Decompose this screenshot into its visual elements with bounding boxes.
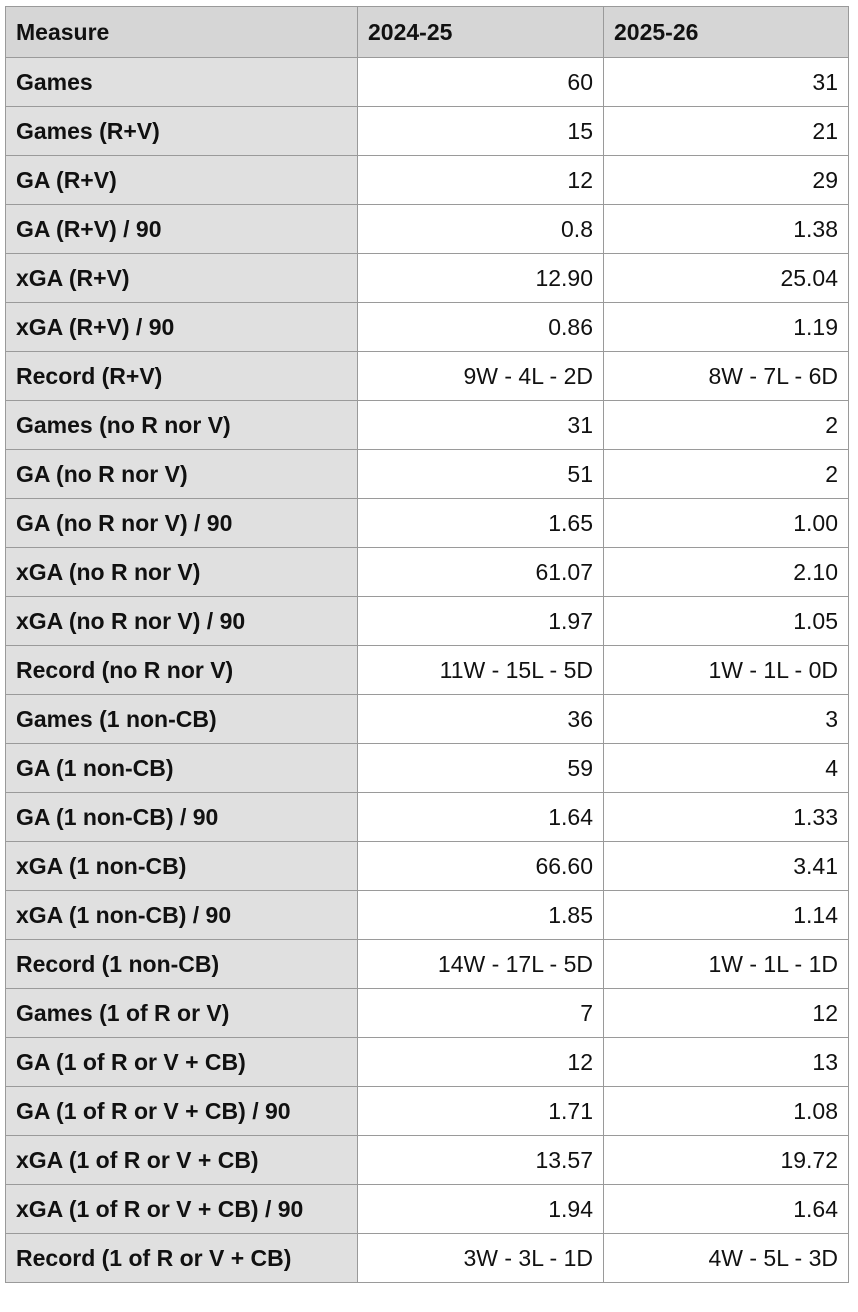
table-row — [6, 891, 849, 940]
row-value-2024-25: 12.90 — [358, 254, 604, 303]
row-value-2025-26: 1.33 — [604, 793, 849, 842]
row-value-2025-26: 3.41 — [604, 842, 849, 891]
row-value-2025-26: 1W - 1L - 0D — [604, 646, 849, 695]
row-measure-label: xGA (1 non-CB) — [6, 842, 358, 891]
stats-table-container — [5, 6, 848, 1283]
header-row — [6, 7, 849, 58]
row-value-2025-26: 1.00 — [604, 499, 849, 548]
row-measure-label: Games (R+V) — [6, 107, 358, 156]
row-measure-label: Games (1 non-CB) — [6, 695, 358, 744]
table-header — [6, 7, 849, 58]
row-value-2025-26: 21 — [604, 107, 849, 156]
row-value-2025-26: 12 — [604, 989, 849, 1038]
table-row — [6, 548, 849, 597]
row-measure-label: GA (1 of R or V + CB) / 90 — [6, 1087, 358, 1136]
row-value-2024-25: 12 — [358, 1038, 604, 1087]
row-measure-label: xGA (1 of R or V + CB) — [6, 1136, 358, 1185]
row-value-2024-25: 1.64 — [358, 793, 604, 842]
row-measure-label: xGA (R+V) — [6, 254, 358, 303]
row-measure-label: Games (1 of R or V) — [6, 989, 358, 1038]
table-row — [6, 352, 849, 401]
table-row — [6, 450, 849, 499]
row-measure-label: Games (no R nor V) — [6, 401, 358, 450]
table-row — [6, 744, 849, 793]
row-value-2025-26: 29 — [604, 156, 849, 205]
table-row — [6, 597, 849, 646]
row-value-2025-26: 19.72 — [604, 1136, 849, 1185]
row-value-2024-25: 12 — [358, 156, 604, 205]
table-row — [6, 1136, 849, 1185]
row-measure-label: GA (no R nor V) — [6, 450, 358, 499]
table-body — [6, 58, 849, 1283]
row-measure-label: xGA (no R nor V) — [6, 548, 358, 597]
row-measure-label: GA (R+V) / 90 — [6, 205, 358, 254]
table-row — [6, 646, 849, 695]
table-row — [6, 989, 849, 1038]
row-measure-label: GA (1 of R or V + CB) — [6, 1038, 358, 1087]
header-season-2024-25: 2024-25 — [358, 7, 604, 58]
table-row — [6, 1185, 849, 1234]
row-value-2025-26: 2 — [604, 401, 849, 450]
row-measure-label: Record (1 of R or V + CB) — [6, 1234, 358, 1283]
row-value-2025-26: 1.08 — [604, 1087, 849, 1136]
row-value-2025-26: 1.05 — [604, 597, 849, 646]
row-measure-label: GA (no R nor V) / 90 — [6, 499, 358, 548]
table-row — [6, 303, 849, 352]
table-row — [6, 940, 849, 989]
row-value-2024-25: 51 — [358, 450, 604, 499]
row-value-2024-25: 1.97 — [358, 597, 604, 646]
row-measure-label: GA (R+V) — [6, 156, 358, 205]
row-value-2024-25: 7 — [358, 989, 604, 1038]
row-value-2024-25: 61.07 — [358, 548, 604, 597]
row-value-2025-26: 1.64 — [604, 1185, 849, 1234]
row-value-2024-25: 1.94 — [358, 1185, 604, 1234]
row-value-2024-25: 1.65 — [358, 499, 604, 548]
table-row — [6, 205, 849, 254]
row-value-2025-26: 1.14 — [604, 891, 849, 940]
row-value-2025-26: 4 — [604, 744, 849, 793]
row-measure-label: xGA (1 of R or V + CB) / 90 — [6, 1185, 358, 1234]
row-measure-label: Record (no R nor V) — [6, 646, 358, 695]
row-value-2025-26: 1W - 1L - 1D — [604, 940, 849, 989]
row-value-2024-25: 1.85 — [358, 891, 604, 940]
row-value-2024-25: 0.8 — [358, 205, 604, 254]
header-measure: Measure — [6, 7, 358, 58]
row-value-2024-25: 1.71 — [358, 1087, 604, 1136]
header-season-2025-26: 2025-26 — [604, 7, 849, 58]
row-measure-label: Games — [6, 58, 358, 107]
row-value-2024-25: 0.86 — [358, 303, 604, 352]
row-value-2024-25: 3W - 3L - 1D — [358, 1234, 604, 1283]
row-value-2025-26: 31 — [604, 58, 849, 107]
row-measure-label: GA (1 non-CB) — [6, 744, 358, 793]
row-value-2025-26: 2.10 — [604, 548, 849, 597]
table-row — [6, 58, 849, 107]
row-measure-label: xGA (R+V) / 90 — [6, 303, 358, 352]
row-value-2024-25: 31 — [358, 401, 604, 450]
row-value-2024-25: 13.57 — [358, 1136, 604, 1185]
row-value-2024-25: 60 — [358, 58, 604, 107]
row-value-2025-26: 1.19 — [604, 303, 849, 352]
table-row — [6, 793, 849, 842]
row-value-2024-25: 15 — [358, 107, 604, 156]
row-value-2025-26: 2 — [604, 450, 849, 499]
row-value-2024-25: 36 — [358, 695, 604, 744]
table-row — [6, 254, 849, 303]
row-value-2024-25: 11W - 15L - 5D — [358, 646, 604, 695]
row-measure-label: Record (1 non-CB) — [6, 940, 358, 989]
table-row — [6, 1087, 849, 1136]
row-value-2025-26: 4W - 5L - 3D — [604, 1234, 849, 1283]
row-value-2024-25: 9W - 4L - 2D — [358, 352, 604, 401]
row-value-2025-26: 3 — [604, 695, 849, 744]
table-row — [6, 1234, 849, 1283]
stats-table — [5, 6, 849, 1283]
row-measure-label: Record (R+V) — [6, 352, 358, 401]
table-row — [6, 156, 849, 205]
row-value-2025-26: 1.38 — [604, 205, 849, 254]
table-row — [6, 842, 849, 891]
table-row — [6, 695, 849, 744]
row-value-2025-26: 25.04 — [604, 254, 849, 303]
row-value-2025-26: 13 — [604, 1038, 849, 1087]
row-measure-label: GA (1 non-CB) / 90 — [6, 793, 358, 842]
row-value-2024-25: 66.60 — [358, 842, 604, 891]
table-row — [6, 107, 849, 156]
table-row — [6, 1038, 849, 1087]
row-value-2024-25: 14W - 17L - 5D — [358, 940, 604, 989]
row-measure-label: xGA (1 non-CB) / 90 — [6, 891, 358, 940]
table-row — [6, 499, 849, 548]
table-row — [6, 401, 849, 450]
row-value-2024-25: 59 — [358, 744, 604, 793]
row-measure-label: xGA (no R nor V) / 90 — [6, 597, 358, 646]
row-value-2025-26: 8W - 7L - 6D — [604, 352, 849, 401]
